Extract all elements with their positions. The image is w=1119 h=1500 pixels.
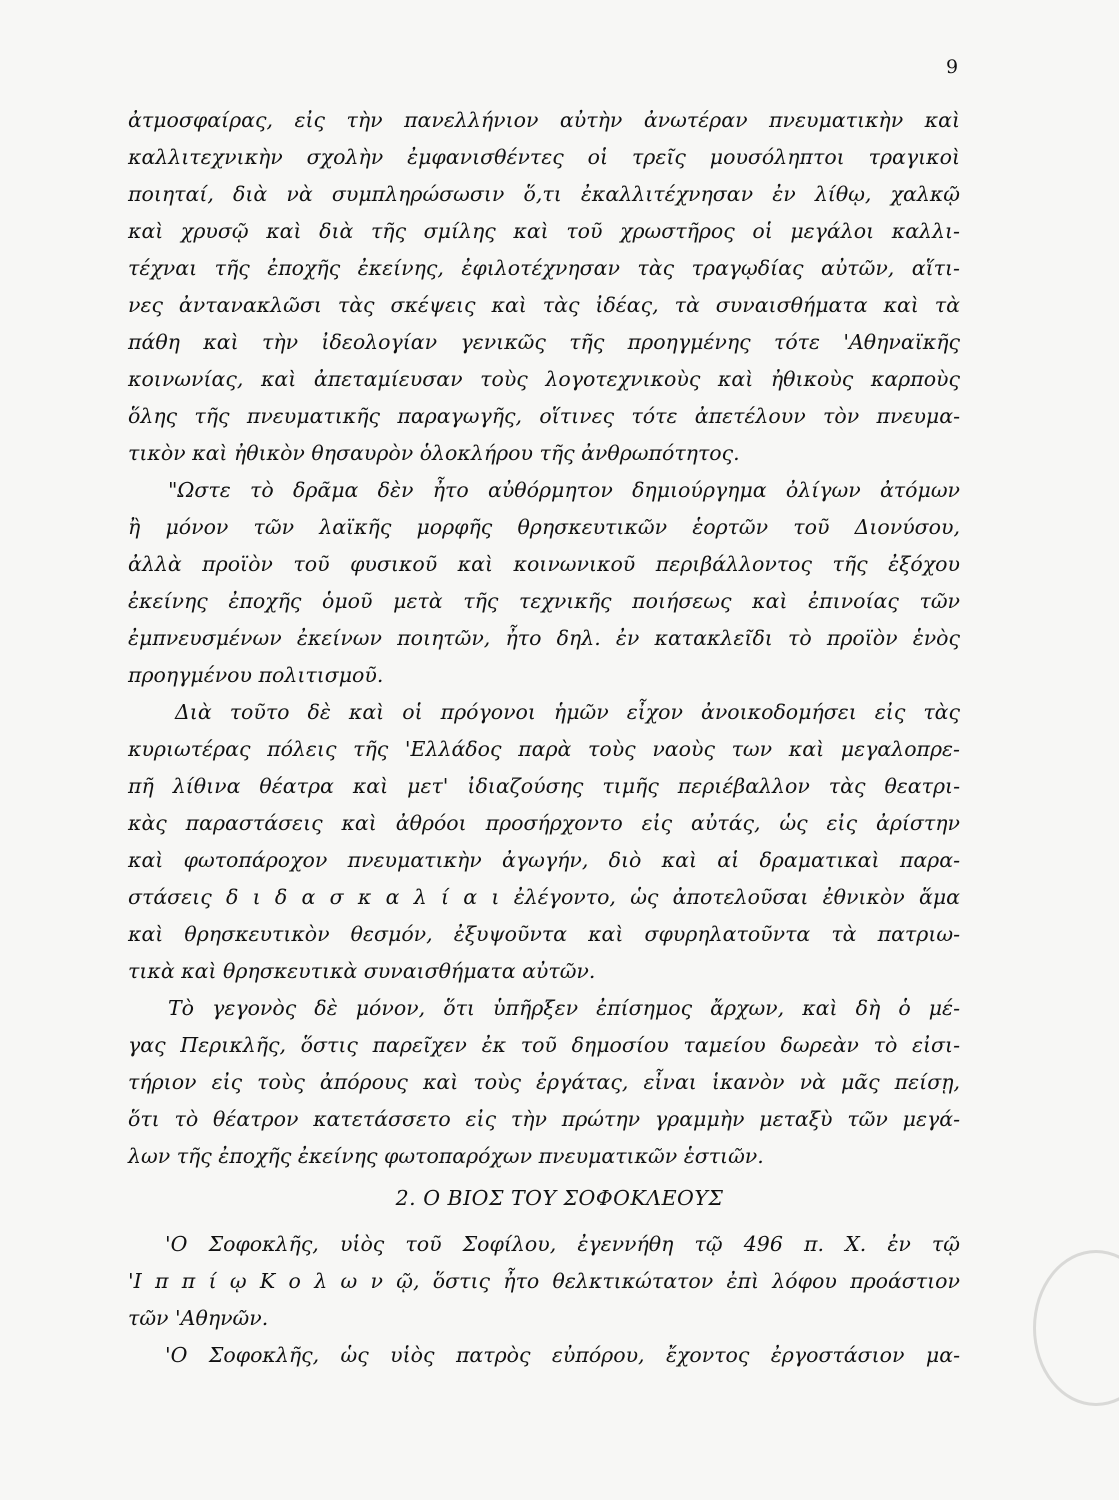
text-line: ὅλης τῆς πνευματικῆς παραγωγῆς, οἵτινες τότε ἀπετέλουν τὸν πνευμα- <box>128 404 960 428</box>
text-line: προηγμένου πολιτισμοῦ. <box>128 663 384 687</box>
text-line: τήριον εἰς τοὺς ἀπόρους καὶ τοὺς ἐργάτας, εἶναι ἱκανὸν νὰ μᾶς πείσῃ, <box>128 1070 960 1094</box>
page-number: 9 <box>946 56 959 78</box>
text-line: πῆ λίθινα θέατρα καὶ μετ' ἰδιαζούσης τιμῆς περιέβαλλον τὰς θεατρι- <box>128 774 960 798</box>
text-line: τικὸν καὶ ἠθικὸν θησαυρὸν ὁλοκλήρου τῆς ἀνθρωπότητος. <box>128 441 740 465</box>
text-line: 'Ο Σοφοκλῆς, ὡς υἱὸς πατρὸς εὐπόρου, ἔχοντος ἐργοστάσιον μα- <box>165 1343 960 1367</box>
text-line: Τὸ γεγονὸς δὲ μόνον, ὅτι ὑπῆρξεν ἐπίσημος ἄρχων, καὶ δὴ ὁ μέ- <box>168 996 960 1020</box>
text-line: "Ωστε τὸ δρᾶμα δὲν ἦτο αὐθόρμητον δημιούργημα ὀλίγων ἀτόμων <box>168 478 960 502</box>
text-line: καλλιτεχνικὴν σχολὴν ἐμφανισθέντες οἱ τρεῖς μουσόληπτοι τραγικοὶ <box>128 145 960 169</box>
text-line: τικὰ καὶ θρησκευτικὰ συναισθήματα αὐτῶν. <box>128 959 596 983</box>
text-line: ὅτι τὸ θέατρον κατετάσσετο εἰς τὴν πρώτην γραμμὴν μεταξὺ τῶν μεγά- <box>128 1107 960 1131</box>
text-line: ἐμπνευσμένων ἐκείνων ποιητῶν, ἦτο δηλ. ἐν κατακλεῖδι τὸ προϊὸν ἑνὸς <box>128 626 960 650</box>
text-line: 'Ο Σοφοκλῆς, υἱὸς τοῦ Σοφίλου, ἐγεννήθη τῷ 496 π. Χ. ἐν τῷ <box>165 1232 960 1256</box>
text-line: λων τῆς ἐποχῆς ἐκείνης φωτοπαρόχων πνευματικῶν ἑστιῶν. <box>128 1144 764 1168</box>
text-line: κοινωνίας, καὶ ἀπεταμίευσαν τοὺς λογοτεχνικοὺς καὶ ἠθικοὺς καρποὺς <box>128 367 960 391</box>
text-line: 'Ι π π ί ῳ Κ ο λ ω ν ῷ, ὅστις ἦτο θελκτικώτατον ἐπὶ λόφου προάστιον <box>128 1269 960 1293</box>
text-line: καὶ θρησκευτικὸν θεσμόν, ἐξυψοῦντα καὶ σφυρηλατοῦντα τὰ πατριω- <box>128 922 960 946</box>
text-line: γας Περικλῆς, ὅστις παρεῖχεν ἐκ τοῦ δημοσίου ταμείου δωρεὰν τὸ εἰσι- <box>128 1033 960 1057</box>
text-line: πάθη καὶ τὴν ἰδεολογίαν γενικῶς τῆς προηγμένης τότε 'Αθηναϊκῆς <box>128 330 960 354</box>
text-line: καὶ φωτοπάροχον πνευματικὴν ἀγωγήν, διὸ καὶ αἱ δραματικαὶ παρα- <box>128 848 960 872</box>
text-line: Διὰ τοῦτο δὲ καὶ οἱ πρόγονοι ἡμῶν εἶχον ἀνοικοδομήσει εἰς τὰς <box>175 700 960 724</box>
text-line: τῶν 'Αθηνῶν. <box>128 1306 269 1330</box>
text-line: ποιηταί, διὰ νὰ συμπληρώσωσιν ὅ,τι ἐκαλλιτέχνησαν ἐν λίθῳ, χαλκῷ <box>128 182 960 206</box>
section-heading: 2. Ο ΒΙΟΣ ΤΟΥ ΣΟΦΟΚΛΕΟΥΣ <box>395 1186 724 1210</box>
text-line: ἢ μόνον τῶν λαϊκῆς μορφῆς θρησκευτικῶν ἑορτῶν τοῦ Διονύσου, <box>128 515 960 539</box>
text-line: καὶ χρυσῷ καὶ διὰ τῆς σμίλης καὶ τοῦ χρωστῆρος οἱ μεγάλοι καλλι- <box>128 219 960 243</box>
text-line: ἀλλὰ προϊὸν τοῦ φυσικοῦ καὶ κοινωνικοῦ περιβάλλοντος τῆς ἐξόχου <box>128 552 960 576</box>
text-line: τέχναι τῆς ἐποχῆς ἐκείνης, ἐφιλοτέχνησαν τὰς τραγῳδίας αὐτῶν, αἵτι- <box>128 256 960 280</box>
text-line: κὰς παραστάσεις καὶ ἀθρόοι προσήρχοντο εἰς αὐτάς, ὡς εἰς ἀρίστην <box>128 811 960 835</box>
text-line: ἀτμοσφαίρας, εἰς τὴν πανελλήνιον αὐτὴν ἀνωτέραν πνευματικὴν καὶ <box>128 108 960 132</box>
text-line: ἐκείνης ἐποχῆς ὁμοῦ μετὰ τῆς τεχνικῆς ποιήσεως καὶ ἐπινοίας τῶν <box>128 589 960 613</box>
library-stamp <box>1033 1250 1119 1406</box>
text-line: νες ἀντανακλῶσι τὰς σκέψεις καὶ τὰς ἰδέας, τὰ συναισθήματα καὶ τὰ <box>128 293 960 317</box>
text-line: κυριωτέρας πόλεις τῆς 'Ελλάδος παρὰ τοὺς ναοὺς των καὶ μεγαλοπρε- <box>128 737 960 761</box>
text-line: στάσεις δ ι δ α σ κ α λ ί α ι ἐλέγοντο, ὡς ἀποτελοῦσαι ἐθνικὸν ἅμα <box>128 885 960 909</box>
